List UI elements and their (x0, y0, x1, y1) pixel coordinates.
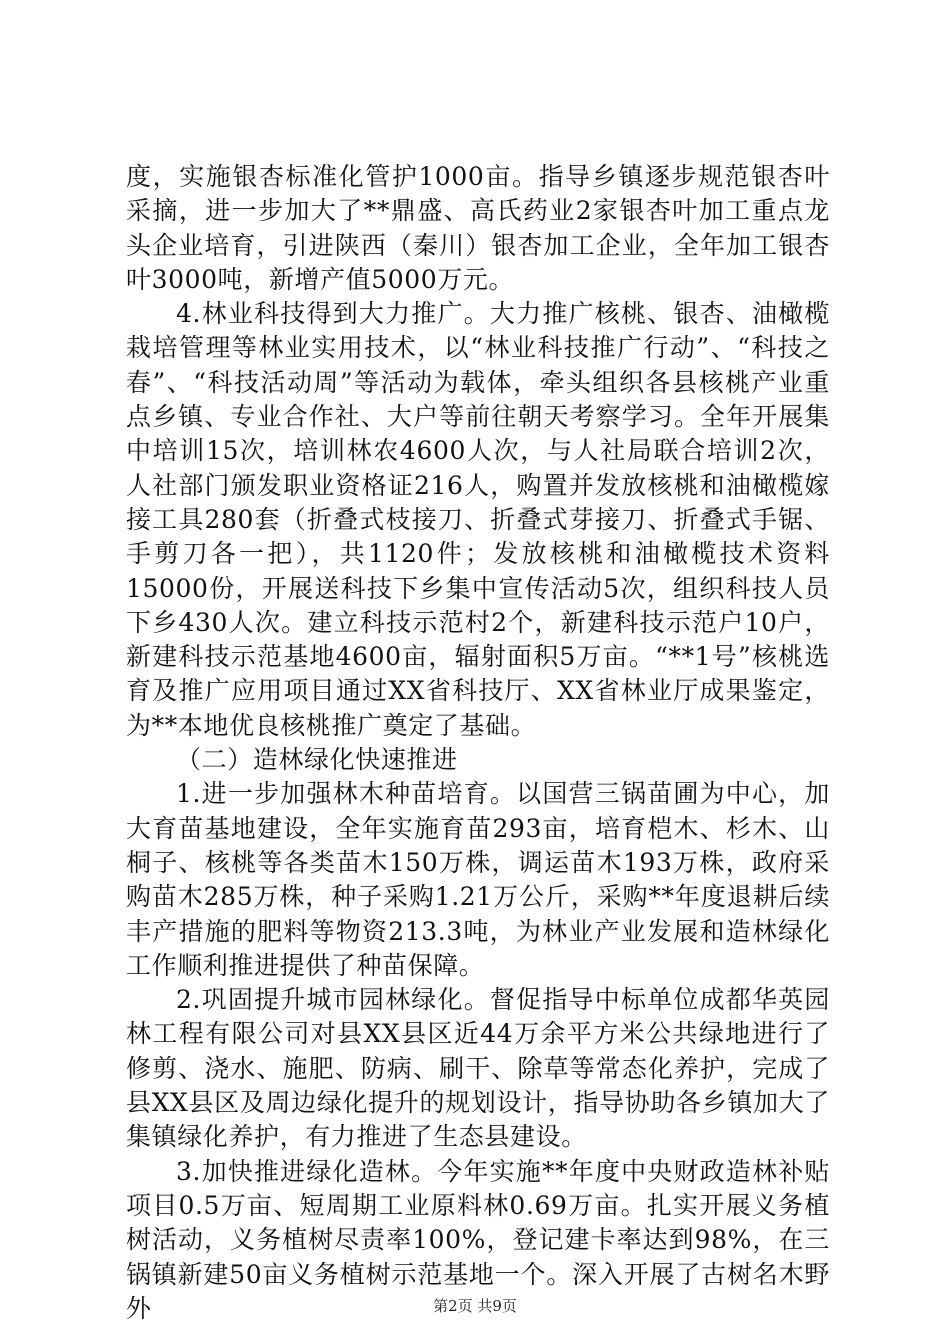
page-footer: 第2页 共9页 (433, 1297, 517, 1315)
paragraph-urban-greening: 2.巩固提升城市园林绿化。督促指导中标单位成都华英园林工程有限公司对县XX县区近44万余平方米公共绿地进行了修剪、浇水、施肥、防病、刷干、除草等常态化养护，完成了县XX县区及周边绿化提升的规划设计，指导协助各乡镇加大了集镇绿化养护，有力推进了生态县建设。 (126, 985, 830, 1152)
paragraph-forestry-technology: 4.林业科技得到大力推广。大力推广核桃、银杏、油橄榄栽培管理等林业实用技术，以“林业科技推广行动”、“科技之春”、“科技活动周”等活动为载体，牵头组织各县核桃产业重点乡镇、专业合作社、大户等前往朝天考察学习。全年开展集中培训15次，培训林农4600人次，与人社局联合培训2次，人社部门颁发职业资格证216人，购置并发放核桃和油橄榄嫁接工具280套（折叠式枝接刀、折叠式芽接刀、折叠式手锯、手剪刀各一把），共1120件；发放核桃和油橄榄技术资料15000份，开展送科技下乡集中宣传活动5次，组织科技人员下乡430人次。建立科技示范村2个，新建科技示范户10户，新建科技示范基地4600亩，辐射面积5万亩。“**1号”核桃选育及推广应用项目通过XX省科技厅、XX省林业厅成果鉴定，为**本地优良核桃推广奠定了基础。 (126, 299, 830, 740)
paragraph-seedling-cultivation: 1.进一步加强林木种苗培育。以国营三锅苗圃为中心，加大育苗基地建设，全年实施育苗293亩，培育桤木、杉木、山桐子、核桃等各类苗木150万株，调运苗木193万株，政府采购苗木285万株，种子采购1.21万公斤，采购**年度退耕后续丰产措施的肥料等物资213.3吨，为林业产业发展和造林绿化工作顺利推进提供了种苗保障。 (126, 779, 830, 980)
document-body (126, 160, 830, 1326)
section-heading-afforestation: （二）造林绿化快速推进 (176, 745, 458, 775)
paragraph-afforestation-progress: 3.加快推进绿化造林。今年实施**年度中央财政造林补贴项目0.5万亩、短周期工业原料林0.69万亩。扎实开展义务植树活动，义务植树尽责率100%，登记建卡率达到98%，在三锅镇新建50亩义务植树示范基地一个。深入开展了古树名木野外 (126, 1156, 830, 1323)
paragraph-ginkgo-continuation: 度，实施银杏标准化管护1000亩。指导乡镇逐步规范银杏叶采摘，进一步加大了**鼎盛、高氏药业2家银杏叶加工重点龙头企业培育，引进陕西（秦川）银杏加工企业，全年加工银杏叶3000吨，新增产值5000万元。 (126, 162, 830, 294)
